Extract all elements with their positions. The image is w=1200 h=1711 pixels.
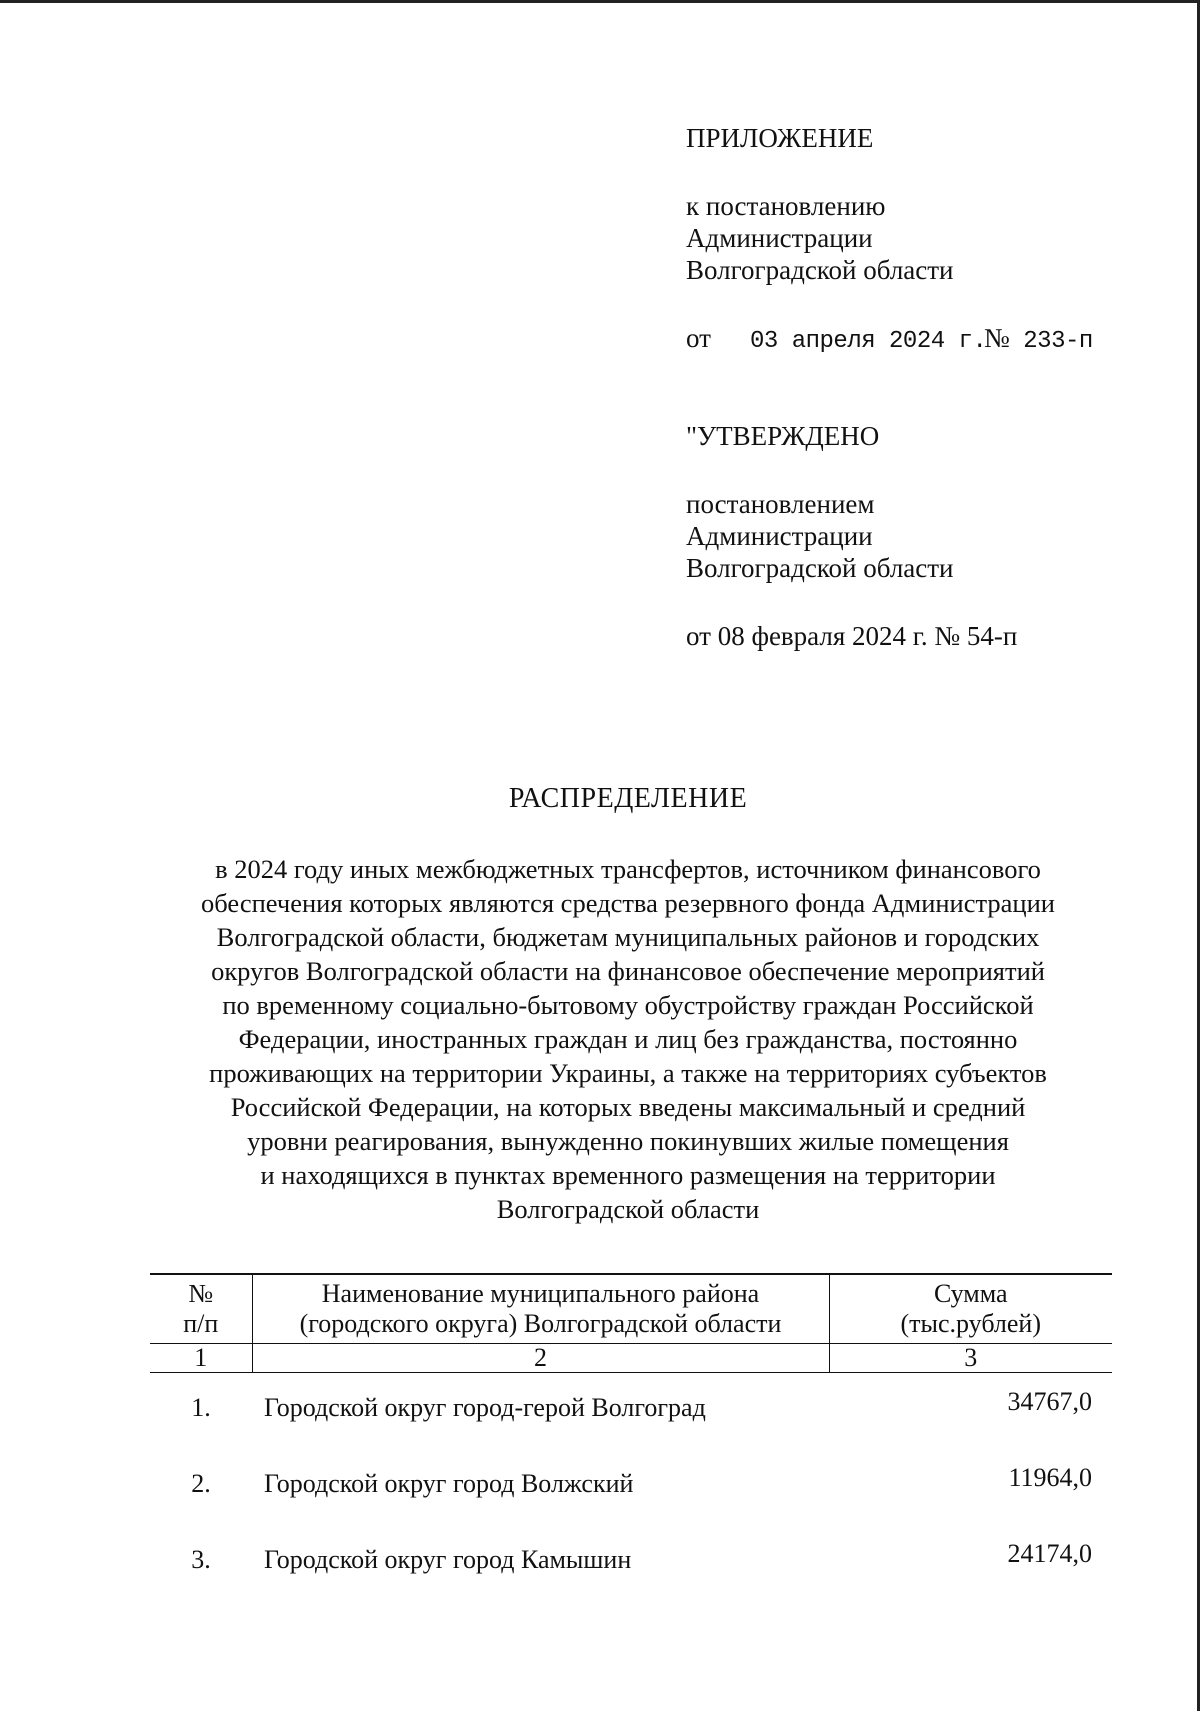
table-row	[150, 1455, 1112, 1531]
header-line: Сумма	[933, 1279, 1008, 1308]
subtitle-line: Федерации, иностранных граждан и лиц без гражданства, постоянно	[238, 1024, 1018, 1054]
row-name: Городской округ город-герой Волгоград	[264, 1393, 706, 1422]
row-sum: 11964,0	[1008, 1463, 1092, 1492]
subtitle-line: обеспечения которых являются средства резервного фонда Администрации	[201, 888, 1055, 918]
column-number: 1	[150, 1344, 252, 1373]
column-number: 2	[252, 1344, 829, 1373]
distribution-table	[150, 1273, 1112, 1607]
subtitle-line: уровни реагирования, вынужденно покинувших жилые помещения	[247, 1126, 1009, 1156]
header-line: п/п	[183, 1309, 219, 1338]
header-line: (тыс.рублей)	[900, 1309, 1041, 1338]
header-number	[150, 1274, 252, 1344]
header-line: (городского округа) Волгоградской области	[299, 1309, 782, 1338]
table-row	[150, 1531, 1112, 1607]
table-header-row	[150, 1274, 1112, 1344]
row-name: Городской округ город Камышин	[264, 1545, 632, 1574]
document-title: РАСПРЕДЕЛЕНИЕ	[508, 783, 748, 814]
subtitle-line: и находящихся в пунктах временного размещения на территории	[260, 1160, 996, 1190]
approved-date-line: от 08 февраля 2024 г. № 54-п	[686, 621, 1018, 651]
scan-edge-top	[0, 0, 1200, 3]
approved-by	[686, 488, 1166, 584]
approved-by-line: Волгоградской области	[686, 553, 954, 583]
approved-by-line: постановлением	[686, 489, 875, 519]
header-name	[252, 1274, 829, 1344]
number-sign: №	[984, 323, 1010, 353]
header-line: №	[188, 1279, 214, 1308]
approved-by-line: Администрации	[686, 521, 873, 551]
appendix-title: ПРИЛОЖЕНИЕ	[686, 123, 874, 153]
document-subtitle	[150, 852, 1106, 1226]
appendix-date: 03 апреля 2024 г.	[750, 328, 987, 355]
appendix-to-line: Администрации	[686, 223, 873, 253]
row-number: 3.	[191, 1545, 211, 1574]
appendix-to-line: Волгоградской области	[686, 255, 954, 285]
approved-title: "УТВЕРЖДЕНО	[686, 421, 880, 451]
subtitle-line: Волгоградской области, бюджетам муниципальных районов и городских	[216, 922, 1040, 952]
appendix-date-line	[686, 322, 1166, 358]
header-line: Наименование муниципального района	[321, 1279, 760, 1308]
appendix-to	[686, 190, 1166, 286]
row-sum: 34767,0	[1007, 1387, 1092, 1416]
subtitle-line: округов Волгоградской области на финансовое обеспечение мероприятий	[211, 956, 1045, 986]
table-row	[150, 1373, 1112, 1456]
subtitle-line: в 2024 году иных межбюджетных трансфертов, источником финансового	[215, 854, 1041, 884]
column-number-row	[150, 1344, 1112, 1373]
appendix-number: 233-п	[1023, 328, 1093, 355]
column-number: 3	[829, 1344, 1112, 1373]
row-sum: 24174,0	[1007, 1539, 1092, 1568]
row-name: Городской округ город Волжский	[264, 1469, 634, 1498]
subtitle-line: по временному социально-бытовому обустройству граждан Российской	[222, 990, 1034, 1020]
subtitle-line: проживающих на территории Украины, а также на территориях субъектов	[209, 1058, 1047, 1088]
row-number: 2.	[191, 1469, 211, 1498]
subtitle-line: Волгоградской области	[496, 1194, 760, 1224]
date-prefix: от	[686, 323, 711, 353]
row-number: 1.	[191, 1393, 211, 1422]
appendix-to-line: к постановлению	[686, 191, 886, 221]
subtitle-line: Российской Федерации, на которых введены максимальный и средний	[230, 1092, 1026, 1122]
header-sum	[829, 1274, 1112, 1344]
